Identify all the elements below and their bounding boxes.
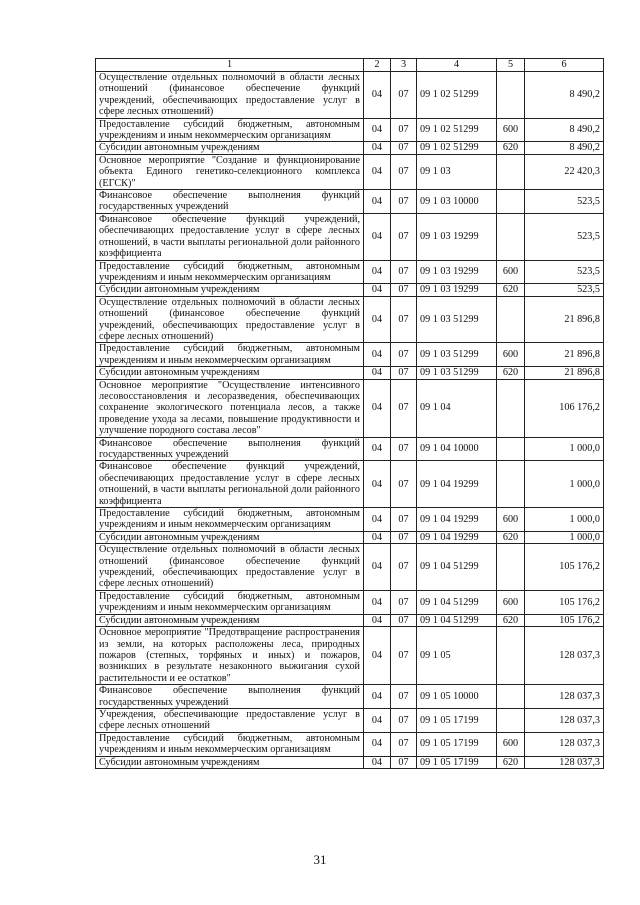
row-name-cell: Финансовое обеспечение функций учреждений, обеспечивающих предоставление услуг в сфере лесных отношений, в части выплаты региональной доли районного коэффициента — [96, 213, 364, 260]
section-code-cell: 04 — [364, 154, 391, 189]
subsection-code-cell: 07 — [391, 190, 417, 214]
expense-type-cell — [497, 379, 525, 437]
expense-type-cell — [497, 72, 525, 119]
subsection-code-cell: 07 — [391, 142, 417, 154]
row-name-cell: Финансовое обеспечение выполнения функций государственных учреждений — [96, 685, 364, 709]
target-article-cell: 09 1 02 51299 — [417, 118, 497, 142]
expense-type-cell — [497, 437, 525, 461]
target-article-cell: 09 1 05 — [417, 627, 497, 685]
target-article-cell: 09 1 03 19299 — [417, 284, 497, 296]
table-body — [96, 72, 604, 769]
target-article-cell: 09 1 03 10000 — [417, 190, 497, 214]
subsection-code-cell: 07 — [391, 627, 417, 685]
expense-type-cell: 600 — [497, 343, 525, 367]
table-row — [96, 437, 604, 461]
expense-type-cell — [497, 190, 525, 214]
row-name-cell: Основное мероприятие "Создание и функционирование объекта Единого генетико-селекционного комплекса (ЕГСК)" — [96, 154, 364, 189]
section-code-cell: 04 — [364, 367, 391, 379]
target-article-cell: 09 1 04 51299 — [417, 614, 497, 626]
amount-cell: 105 176,2 — [525, 614, 604, 626]
table-row — [96, 260, 604, 284]
amount-cell: 105 176,2 — [525, 544, 604, 591]
section-code-cell: 04 — [364, 531, 391, 543]
subsection-code-cell: 07 — [391, 544, 417, 591]
expense-type-cell: 620 — [497, 756, 525, 768]
expense-type-cell: 620 — [497, 614, 525, 626]
table-row — [96, 142, 604, 154]
section-code-cell: 04 — [364, 343, 391, 367]
expense-type-cell — [497, 627, 525, 685]
table-row — [96, 756, 604, 768]
row-name-cell: Предоставление субсидий бюджетным, автономным учреждениям и иным некоммерческим организациям — [96, 118, 364, 142]
subsection-code-cell: 07 — [391, 708, 417, 732]
row-name-cell: Осуществление отдельных полномочий в области лесных отношений (финансовое обеспечение функций учреждений, обеспечивающих предоставление услуг в сфере лесных отношений) — [96, 544, 364, 591]
amount-cell: 523,5 — [525, 260, 604, 284]
target-article-cell: 09 1 04 19299 — [417, 508, 497, 532]
expense-type-cell — [497, 461, 525, 508]
subsection-code-cell: 07 — [391, 118, 417, 142]
subsection-code-cell: 07 — [391, 590, 417, 614]
row-name-cell: Предоставление субсидий бюджетным, автономным учреждениям и иным некоммерческим организациям — [96, 343, 364, 367]
row-name-cell: Субсидии автономным учреждениям — [96, 756, 364, 768]
target-article-cell: 09 1 03 51299 — [417, 296, 497, 343]
table-row — [96, 72, 604, 119]
subsection-code-cell: 07 — [391, 685, 417, 709]
table-row — [96, 685, 604, 709]
row-name-cell: Предоставление субсидий бюджетным, автономным учреждениям и иным некоммерческим организациям — [96, 508, 364, 532]
subsection-code-cell: 07 — [391, 284, 417, 296]
table-row — [96, 732, 604, 756]
row-name-cell: Осуществление отдельных полномочий в области лесных отношений (финансовое обеспечение функций учреждений, обеспечивающих предоставление услуг в сфере лесных отношений) — [96, 296, 364, 343]
section-code-cell: 04 — [364, 379, 391, 437]
row-name-cell: Основное мероприятие "Предотвращение распространения из земли, на которых расположены леса, природных пожаров (степных, торфяных и иных) и пожаров, возникших в результате незаконного выжигания сухой растительности и ее остатков" — [96, 627, 364, 685]
target-article-cell: 09 1 03 51299 — [417, 343, 497, 367]
subsection-code-cell: 07 — [391, 531, 417, 543]
expense-type-cell: 600 — [497, 260, 525, 284]
subsection-code-cell: 07 — [391, 614, 417, 626]
section-code-cell: 04 — [364, 508, 391, 532]
amount-cell: 21 896,8 — [525, 296, 604, 343]
subsection-code-cell: 07 — [391, 437, 417, 461]
section-code-cell: 04 — [364, 260, 391, 284]
section-code-cell: 04 — [364, 72, 391, 119]
target-article-cell: 09 1 03 19299 — [417, 213, 497, 260]
subsection-code-cell: 07 — [391, 260, 417, 284]
row-name-cell: Субсидии автономным учреждениям — [96, 531, 364, 543]
target-article-cell: 09 1 04 51299 — [417, 590, 497, 614]
section-code-cell: 04 — [364, 296, 391, 343]
table-row — [96, 508, 604, 532]
expense-type-cell — [497, 296, 525, 343]
subsection-code-cell: 07 — [391, 508, 417, 532]
amount-cell: 523,5 — [525, 190, 604, 214]
table-row — [96, 190, 604, 214]
subsection-code-cell: 07 — [391, 756, 417, 768]
amount-cell: 128 037,3 — [525, 627, 604, 685]
section-code-cell: 04 — [364, 118, 391, 142]
row-name-cell: Предоставление субсидий бюджетным, автономным учреждениям и иным некоммерческим организациям — [96, 732, 364, 756]
row-name-cell: Субсидии автономным учреждениям — [96, 367, 364, 379]
row-name-cell: Предоставление субсидий бюджетным, автономным учреждениям и иным некоммерческим организациям — [96, 260, 364, 284]
amount-cell: 1 000,0 — [525, 437, 604, 461]
target-article-cell: 09 1 04 19299 — [417, 461, 497, 508]
header-row — [96, 59, 604, 72]
table-row — [96, 614, 604, 626]
expense-type-cell: 620 — [497, 531, 525, 543]
expense-type-cell: 620 — [497, 367, 525, 379]
row-name-cell: Субсидии автономным учреждениям — [96, 142, 364, 154]
target-article-cell: 09 1 04 19299 — [417, 531, 497, 543]
section-code-cell: 04 — [364, 437, 391, 461]
column-header: 2 — [364, 59, 391, 72]
column-header: 1 — [96, 59, 364, 72]
expense-type-cell: 620 — [497, 142, 525, 154]
section-code-cell: 04 — [364, 461, 391, 508]
expense-type-cell: 600 — [497, 118, 525, 142]
section-code-cell: 04 — [364, 544, 391, 591]
column-header: 6 — [525, 59, 604, 72]
amount-cell: 105 176,2 — [525, 590, 604, 614]
target-article-cell: 09 1 05 17199 — [417, 756, 497, 768]
table-row — [96, 531, 604, 543]
amount-cell: 128 037,3 — [525, 732, 604, 756]
expense-type-cell — [497, 544, 525, 591]
amount-cell: 523,5 — [525, 213, 604, 260]
amount-cell: 1 000,0 — [525, 531, 604, 543]
amount-cell: 21 896,8 — [525, 343, 604, 367]
row-name-cell: Основное мероприятие "Осуществление интенсивного лесовосстановления и лесоразведения, обеспечивающих сохранение экологического потенциала лесов, а также проведение ухода за лесами, повышение продуктивности и улучшение породного состава лесов" — [96, 379, 364, 437]
amount-cell: 128 037,3 — [525, 685, 604, 709]
target-article-cell: 09 1 05 10000 — [417, 685, 497, 709]
amount-cell: 8 490,2 — [525, 142, 604, 154]
column-header: 3 — [391, 59, 417, 72]
row-name-cell: Субсидии автономным учреждениям — [96, 284, 364, 296]
amount-cell: 1 000,0 — [525, 508, 604, 532]
row-name-cell: Финансовое обеспечение выполнения функций государственных учреждений — [96, 437, 364, 461]
amount-cell: 22 420,3 — [525, 154, 604, 189]
subsection-code-cell: 07 — [391, 343, 417, 367]
subsection-code-cell: 07 — [391, 296, 417, 343]
target-article-cell: 09 1 04 51299 — [417, 544, 497, 591]
row-name-cell: Предоставление субсидий бюджетным, автономным учреждениям и иным некоммерческим организациям — [96, 590, 364, 614]
table-row — [96, 213, 604, 260]
subsection-code-cell: 07 — [391, 461, 417, 508]
target-article-cell: 09 1 05 17199 — [417, 732, 497, 756]
amount-cell: 523,5 — [525, 284, 604, 296]
row-name-cell: Осуществление отдельных полномочий в области лесных отношений (финансовое обеспечение функций учреждений, обеспечивающих предоставление услуг в сфере лесных отношений) — [96, 72, 364, 119]
amount-cell: 1 000,0 — [525, 461, 604, 508]
section-code-cell: 04 — [364, 284, 391, 296]
subsection-code-cell: 07 — [391, 72, 417, 119]
section-code-cell: 04 — [364, 190, 391, 214]
amount-cell: 21 896,8 — [525, 367, 604, 379]
budget-table — [95, 58, 604, 769]
row-name-cell: Субсидии автономным учреждениям — [96, 614, 364, 626]
table-row — [96, 379, 604, 437]
target-article-cell: 09 1 04 — [417, 379, 497, 437]
target-article-cell: 09 1 03 — [417, 154, 497, 189]
table-row — [96, 590, 604, 614]
expense-type-cell: 600 — [497, 590, 525, 614]
table-row — [96, 296, 604, 343]
row-name-cell: Финансовое обеспечение функций учреждений, обеспечивающих предоставление услуг в сфере лесных отношений, в части выплаты региональной доли районного коэффициента — [96, 461, 364, 508]
table-row — [96, 708, 604, 732]
expense-type-cell — [497, 685, 525, 709]
section-code-cell: 04 — [364, 213, 391, 260]
subsection-code-cell: 07 — [391, 213, 417, 260]
expense-type-cell: 600 — [497, 508, 525, 532]
subsection-code-cell: 07 — [391, 732, 417, 756]
table-row — [96, 154, 604, 189]
table-row — [96, 367, 604, 379]
amount-cell: 128 037,3 — [525, 708, 604, 732]
section-code-cell: 04 — [364, 627, 391, 685]
amount-cell: 106 176,2 — [525, 379, 604, 437]
target-article-cell: 09 1 04 10000 — [417, 437, 497, 461]
expense-type-cell: 600 — [497, 732, 525, 756]
subsection-code-cell: 07 — [391, 367, 417, 379]
expense-type-cell — [497, 213, 525, 260]
section-code-cell: 04 — [364, 756, 391, 768]
target-article-cell: 09 1 05 17199 — [417, 708, 497, 732]
page-number: 31 — [313, 852, 327, 867]
target-article-cell: 09 1 03 51299 — [417, 367, 497, 379]
expense-type-cell — [497, 154, 525, 189]
row-name-cell: Учреждения, обеспечивающие предоставление услуг в сфере лесных отношений — [96, 708, 364, 732]
subsection-code-cell: 07 — [391, 154, 417, 189]
table-row — [96, 461, 604, 508]
amount-cell: 8 490,2 — [525, 72, 604, 119]
table-row — [96, 118, 604, 142]
amount-cell: 8 490,2 — [525, 118, 604, 142]
column-header: 4 — [417, 59, 497, 72]
section-code-cell: 04 — [364, 708, 391, 732]
target-article-cell: 09 1 02 51299 — [417, 142, 497, 154]
column-header: 5 — [497, 59, 525, 72]
subsection-code-cell: 07 — [391, 379, 417, 437]
row-name-cell: Финансовое обеспечение выполнения функций государственных учреждений — [96, 190, 364, 214]
section-code-cell: 04 — [364, 685, 391, 709]
table-row — [96, 627, 604, 685]
section-code-cell: 04 — [364, 142, 391, 154]
table-row — [96, 544, 604, 591]
section-code-cell: 04 — [364, 590, 391, 614]
target-article-cell: 09 1 02 51299 — [417, 72, 497, 119]
amount-cell: 128 037,3 — [525, 756, 604, 768]
expense-type-cell — [497, 708, 525, 732]
table-row — [96, 343, 604, 367]
section-code-cell: 04 — [364, 732, 391, 756]
section-code-cell: 04 — [364, 614, 391, 626]
table-row — [96, 284, 604, 296]
target-article-cell: 09 1 03 19299 — [417, 260, 497, 284]
expense-type-cell: 620 — [497, 284, 525, 296]
